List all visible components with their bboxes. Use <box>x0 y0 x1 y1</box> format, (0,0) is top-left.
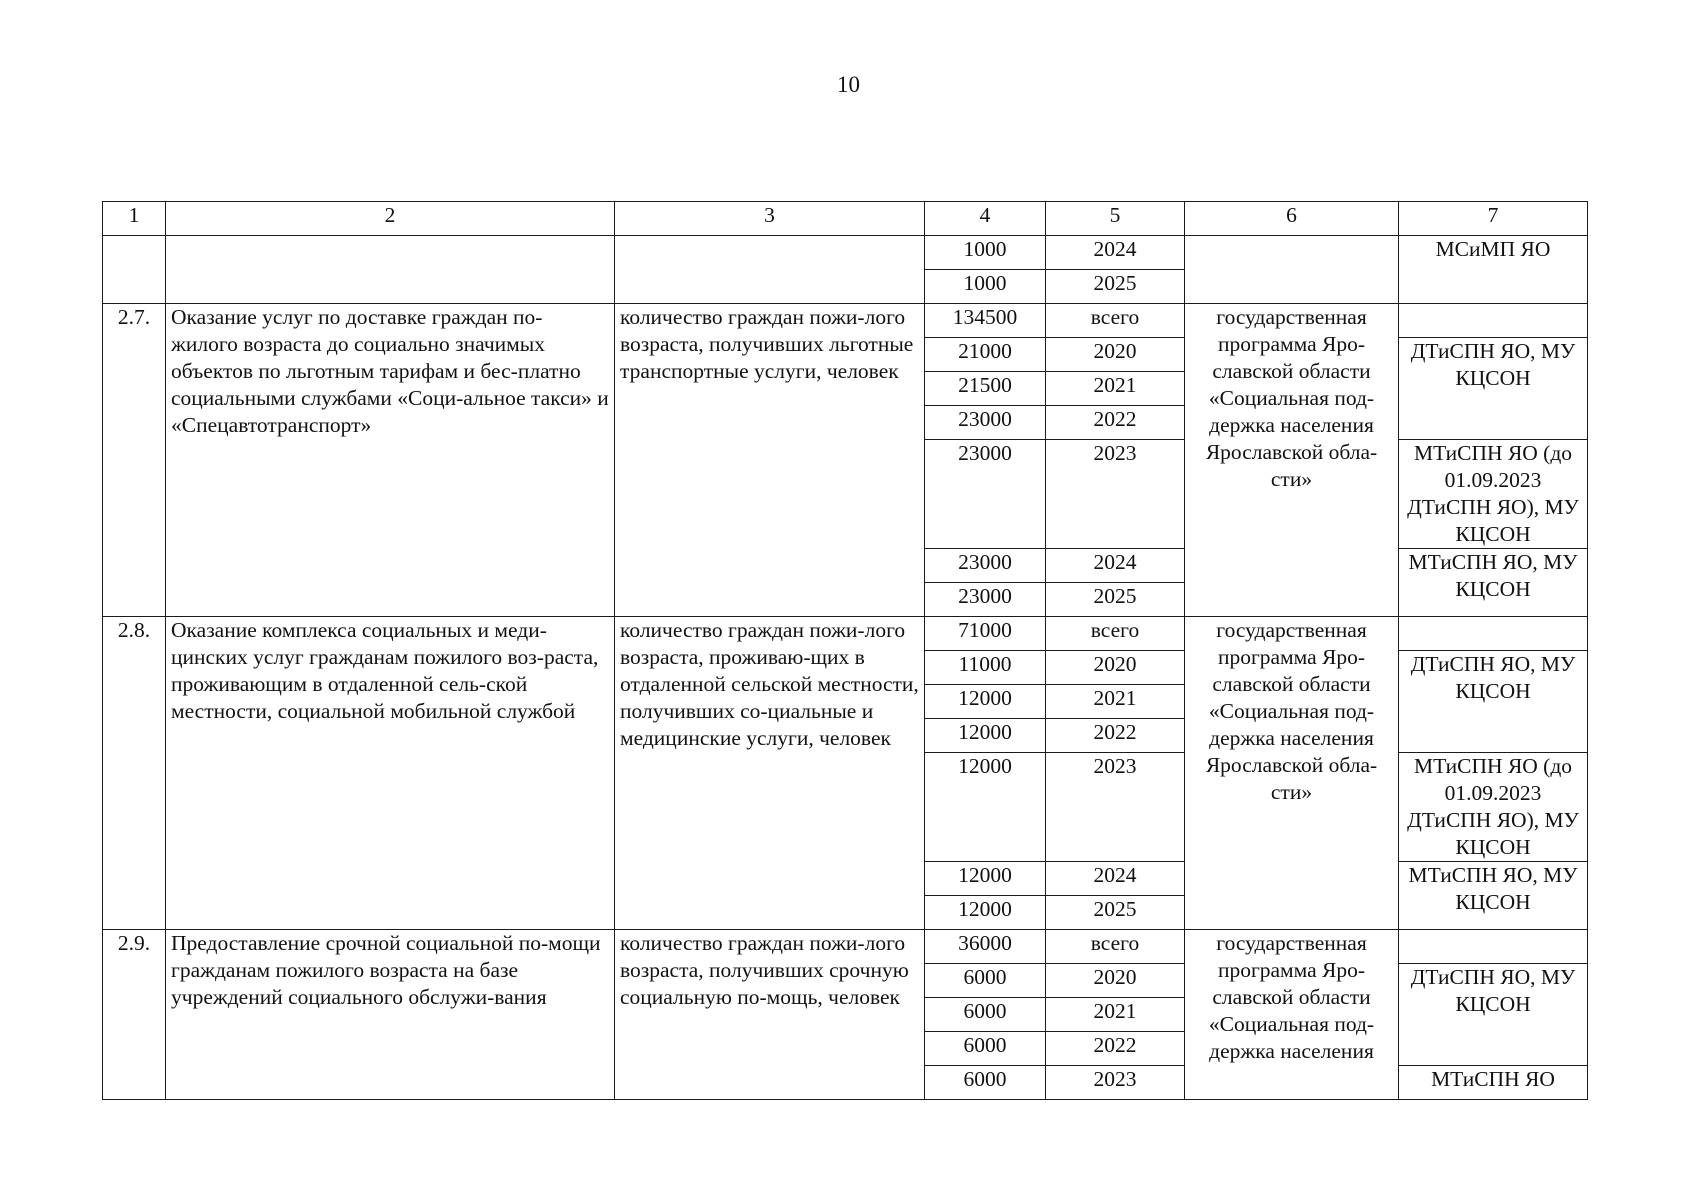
executor-cell: МТиСПН ЯО, МУ КЦСОН <box>1399 862 1588 930</box>
year-cell: 2021 <box>1046 998 1185 1032</box>
empty-cell <box>1185 236 1399 304</box>
year-cell: 2024 <box>1046 549 1185 583</box>
year-cell: 2021 <box>1046 372 1185 406</box>
value-cell: 134500 <box>925 304 1046 338</box>
year-cell: всего <box>1046 304 1185 338</box>
value-cell: 1000 <box>925 270 1046 304</box>
empty-cell <box>615 236 925 304</box>
year-cell: 2022 <box>1046 406 1185 440</box>
measures-table <box>102 201 1588 1100</box>
executor-cell <box>1399 304 1588 338</box>
year-cell: 2024 <box>1046 862 1185 896</box>
header-cell: 1 <box>103 202 166 236</box>
indicator-cell: количество граждан пожи-лого возраста, проживаю-щих в отдаленной сельской местности, получивших со-циальные и медицинские услуги, человек <box>615 617 925 930</box>
year-cell: 2022 <box>1046 719 1185 753</box>
value-cell: 21500 <box>925 372 1046 406</box>
empty-cell <box>166 236 615 304</box>
header-cell: 2 <box>166 202 615 236</box>
value-cell: 21000 <box>925 338 1046 372</box>
year-cell: всего <box>1046 617 1185 651</box>
value-cell: 6000 <box>925 964 1046 998</box>
measure-description: Оказание услуг по доставке граждан по-жилого возраста до социально значимых объектов по льготным тарифам и бес-платно социальными службами «Соци-альное такси» и «Спецавтотранспорт» <box>166 304 615 617</box>
year-cell: 2023 <box>1046 1066 1185 1100</box>
header-cell: 4 <box>925 202 1046 236</box>
year-cell: 2025 <box>1046 270 1185 304</box>
value-cell: 11000 <box>925 651 1046 685</box>
indicator-cell: количество граждан пожи-лого возраста, получивших срочную социальную по-мощь, человек <box>615 930 925 1100</box>
header-cell: 7 <box>1399 202 1588 236</box>
value-cell: 71000 <box>925 617 1046 651</box>
table-row <box>103 617 1588 651</box>
value-cell: 23000 <box>925 583 1046 617</box>
year-cell: 2025 <box>1046 583 1185 617</box>
executor-cell <box>1399 617 1588 651</box>
measure-description: Предоставление срочной социальной по-мощи гражданам пожилого возраста на базе учреждений социального обслужи-вания <box>166 930 615 1100</box>
measure-description: Оказание комплекса социальных и меди-цинских услуг гражданам пожилого воз-раста, проживающим в отдаленной сель-ской местности, социальной мобильной службой <box>166 617 615 930</box>
empty-cell <box>103 236 166 304</box>
value-cell: 6000 <box>925 1066 1046 1100</box>
executor-cell <box>1399 930 1588 964</box>
year-cell: 2021 <box>1046 685 1185 719</box>
year-cell: 2023 <box>1046 753 1185 862</box>
table-row <box>103 236 1588 270</box>
year-cell: 2023 <box>1046 440 1185 549</box>
year-cell: 2025 <box>1046 896 1185 930</box>
item-number: 2.9. <box>103 930 166 1100</box>
value-cell: 12000 <box>925 896 1046 930</box>
program-cell: государственная программа Яро-славской области «Социальная под-держка населения <box>1185 930 1399 1100</box>
value-cell: 6000 <box>925 1032 1046 1066</box>
table-row <box>103 304 1588 338</box>
value-cell: 23000 <box>925 406 1046 440</box>
executor-cell: МСиМП ЯО <box>1399 236 1588 304</box>
value-cell: 12000 <box>925 862 1046 896</box>
value-cell: 23000 <box>925 440 1046 549</box>
executor-cell: ДТиСПН ЯО, МУ КЦСОН <box>1399 338 1588 440</box>
program-cell: государственная программа Яро-славской области «Социальная под-держка населения Ярославской обла-сти» <box>1185 304 1399 617</box>
header-cell: 5 <box>1046 202 1185 236</box>
year-cell: 2024 <box>1046 236 1185 270</box>
year-cell: 2020 <box>1046 651 1185 685</box>
header-row <box>103 202 1588 236</box>
executor-cell: ДТиСПН ЯО, МУ КЦСОН <box>1399 651 1588 753</box>
year-cell: всего <box>1046 930 1185 964</box>
page-number: 10 <box>837 72 860 97</box>
executor-cell: МТиСПН ЯО <box>1399 1066 1588 1100</box>
program-cell: государственная программа Яро-славской области «Социальная под-держка населения Ярославской обла-сти» <box>1185 617 1399 930</box>
header-cell: 6 <box>1185 202 1399 236</box>
year-cell: 2020 <box>1046 964 1185 998</box>
year-cell: 2020 <box>1046 338 1185 372</box>
value-cell: 1000 <box>925 236 1046 270</box>
item-number: 2.8. <box>103 617 166 930</box>
executor-cell: МТиСПН ЯО, МУ КЦСОН <box>1399 549 1588 617</box>
value-cell: 12000 <box>925 685 1046 719</box>
value-cell: 6000 <box>925 998 1046 1032</box>
value-cell: 36000 <box>925 930 1046 964</box>
year-cell: 2022 <box>1046 1032 1185 1066</box>
executor-cell: ДТиСПН ЯО, МУ КЦСОН <box>1399 964 1588 1066</box>
value-cell: 12000 <box>925 753 1046 862</box>
indicator-cell: количество граждан пожи-лого возраста, получивших льготные транспортные услуги, человек <box>615 304 925 617</box>
header-cell: 3 <box>615 202 925 236</box>
table-row <box>103 930 1588 964</box>
value-cell: 23000 <box>925 549 1046 583</box>
executor-cell: МТиСПН ЯО (до 01.09.2023 ДТиСПН ЯО), МУ КЦСОН <box>1399 440 1588 549</box>
item-number: 2.7. <box>103 304 166 617</box>
value-cell: 12000 <box>925 719 1046 753</box>
executor-cell: МТиСПН ЯО (до 01.09.2023 ДТиСПН ЯО), МУ КЦСОН <box>1399 753 1588 862</box>
